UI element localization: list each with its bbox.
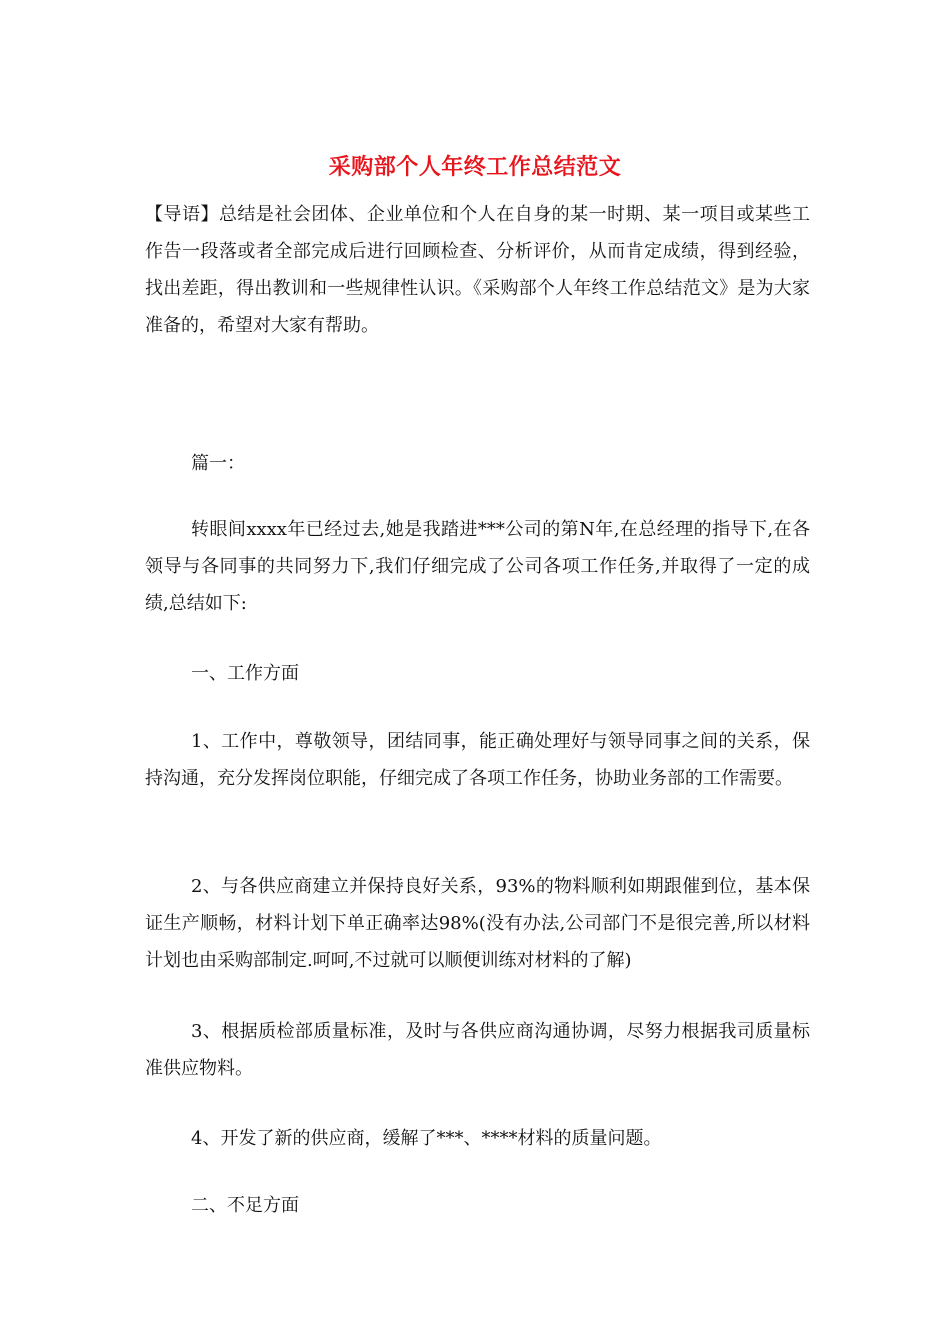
opening-paragraph: 转眼间xxxx年已经过去,她是我踏进***公司的第N年,在总经理的指导下,在各领导与各同事的共同努力下,我们仔细完成了公司各项工作任务,并取得了一定的成绩,总结如下: (145, 519, 810, 614)
document-title: 采购部个人年终工作总结范文 (328, 154, 622, 180)
list-item-3: 3、根据质检部质量标准，及时与各供应商沟通协调，尽努力根据我司质量标准供应物料。 (145, 1021, 810, 1079)
list-item-2: 2、与各供应商建立并保持良好关系，93%的物料顺利如期跟催到位，基本保证生产顺畅，材料计划下单正确率达98%(没有办法,公司部门不是很完善,所以材料计划也由采购部制定.呵呵,不过就可以顺便训练对材料的了解) (145, 876, 810, 971)
heading-shortcomings: 二、不足方面 (191, 1195, 299, 1216)
heading-work-aspects: 一、工作方面 (191, 663, 299, 684)
list-item-1: 1、工作中，尊敬领导，团结同事，能正确处理好与领导同事之间的关系，保持沟通，充分发挥岗位职能，仔细完成了各项工作任务，协助业务部的工作需要。 (145, 731, 810, 789)
list-item-4: 4、开发了新的供应商，缓解了***、****材料的质量问题。 (191, 1128, 662, 1149)
intro-paragraph: 【导语】总结是社会团体、企业单位和个人在自身的某一时期、某一项目或某些工作告一段落或者全部完成后进行回顾检查、分析评价，从而肯定成绩，得到经验，找出差距，得出教训和一些规律性认识。《采购部个人年终工作总结范文》是为大家准备的，希望对大家有帮助。 (145, 204, 810, 336)
section-label: 篇一： (191, 453, 245, 474)
